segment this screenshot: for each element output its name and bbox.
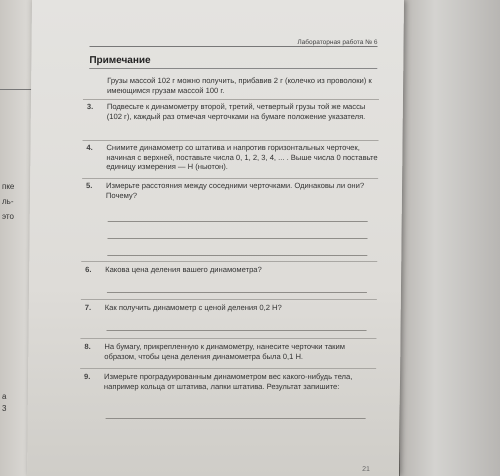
adjacent-page-rule xyxy=(0,89,34,90)
adjacent-page-fragment: а xyxy=(2,392,7,401)
task-number: 4. xyxy=(86,143,93,152)
item-separator xyxy=(83,140,379,141)
item-separator xyxy=(81,261,377,262)
background-surface xyxy=(400,0,500,476)
task-number: 9. xyxy=(84,372,91,381)
answer-line[interactable] xyxy=(107,292,367,293)
task-number: 8. xyxy=(84,342,91,351)
task-text: Измерьте расстояния между соседними черточками. Одинаковы ли они? Почему? xyxy=(105,181,365,200)
item-separator xyxy=(81,299,377,300)
task-text: Измерьте проградуированным динамометром вес какого-нибудь тела, например кольца от штатива, лапки штатива. Результат запишите: xyxy=(103,372,353,391)
task-number: 3. xyxy=(86,102,94,111)
adjacent-page-fragment: пке xyxy=(2,182,15,191)
task-number: 5. xyxy=(86,181,93,190)
task-text: Снимите динамометр со штатива и напротив горизонтальных черточек, начиная с верхней, поставьте числа 0, 1, 2, 3, 4, ... . Выше числа 0 поставьте единицу измерения — Н (ньютон). xyxy=(106,143,378,172)
header-rule xyxy=(90,46,378,47)
adjacent-page-fragment: это xyxy=(2,212,14,221)
answer-line[interactable] xyxy=(107,330,367,331)
item-separator xyxy=(82,178,378,179)
item-separator xyxy=(83,99,379,100)
task-number: 6. xyxy=(85,265,92,274)
answer-line[interactable] xyxy=(107,238,367,239)
task-text: На бумагу, прикрепленную к динамометру, нанесите черточки таким образом, чтобы цена деления динамометра была 0,1 Н. xyxy=(104,342,346,361)
answer-line[interactable] xyxy=(108,221,368,222)
task-number: 7. xyxy=(84,303,92,312)
task-text: Какова цена деления вашего динамометра? xyxy=(105,265,262,274)
item-separator xyxy=(80,338,376,339)
section-title: Примечание xyxy=(89,55,151,66)
page-number: 21 xyxy=(362,466,370,473)
section-title-rule xyxy=(89,68,377,69)
adjacent-page-fragment: ль- xyxy=(2,197,14,206)
workbook-page xyxy=(27,0,404,476)
adjacent-page-fragment: 3 xyxy=(2,404,7,413)
answer-line[interactable] xyxy=(107,255,367,256)
item-separator xyxy=(80,368,376,369)
header-label: Лабораторная работа № 6 xyxy=(294,39,377,46)
answer-line[interactable] xyxy=(106,418,366,419)
task-text: Подвесьте к динамометру второй, третий, четвертый грузы той же массы (102 г), каждый раз отмечая черточками на бумаге положение указателя. xyxy=(106,102,366,121)
note-paragraph: Грузы массой 102 г можно получить, прибавив 2 г (колечко из проволоки) к имеющимся грузам массой 100 г. xyxy=(107,76,372,95)
task-text: Как получить динамометр с ценой деления 0,2 Н? xyxy=(104,303,282,312)
